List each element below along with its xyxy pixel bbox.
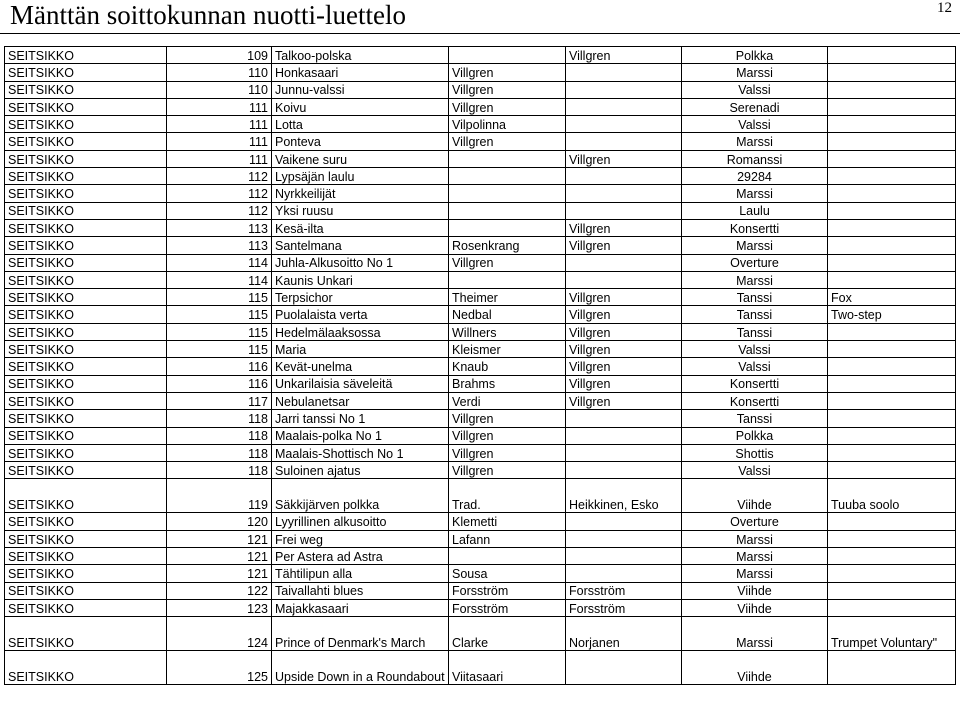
ensemble-cell: SEITSIKKO <box>5 651 167 685</box>
title-cell: Prince of Denmark's March <box>272 617 449 651</box>
table-row <box>5 306 956 323</box>
composer-cell: Villgren <box>449 427 566 444</box>
composer-cell: Villgren <box>449 410 566 427</box>
arranger-cell <box>566 462 682 479</box>
note-cell <box>828 47 956 64</box>
table-row <box>5 410 956 427</box>
type-cell: Marssi <box>682 185 828 202</box>
title-cell: Majakkasaari <box>272 599 449 616</box>
arranger-cell <box>566 651 682 685</box>
title-cell: Terpsichor <box>272 289 449 306</box>
composer-cell: Villgren <box>449 444 566 461</box>
ensemble-cell: SEITSIKKO <box>5 530 167 547</box>
table-row <box>5 254 956 271</box>
composer-cell <box>449 271 566 288</box>
type-cell: Marssi <box>682 271 828 288</box>
title-cell: Ponteva <box>272 133 449 150</box>
type-cell: Viihde <box>682 479 828 513</box>
arranger-cell <box>566 202 682 219</box>
arranger-cell <box>566 427 682 444</box>
composer-cell: Kleismer <box>449 341 566 358</box>
composer-cell: Verdi <box>449 392 566 409</box>
arranger-cell: Heikkinen, Esko <box>566 479 682 513</box>
table-row <box>5 462 956 479</box>
table-row <box>5 548 956 565</box>
title-cell: Taivallahti blues <box>272 582 449 599</box>
composer-cell: Villgren <box>449 98 566 115</box>
table-row <box>5 599 956 616</box>
number-cell: 113 <box>167 237 272 254</box>
table-row <box>5 202 956 219</box>
ensemble-cell: SEITSIKKO <box>5 513 167 530</box>
type-cell: Viihde <box>682 651 828 685</box>
title-cell: Lyyrillinen alkusoitto <box>272 513 449 530</box>
arranger-cell <box>566 565 682 582</box>
note-cell <box>828 513 956 530</box>
ensemble-cell: SEITSIKKO <box>5 306 167 323</box>
ensemble-cell: SEITSIKKO <box>5 462 167 479</box>
table-row <box>5 81 956 98</box>
number-cell: 119 <box>167 479 272 513</box>
ensemble-cell: SEITSIKKO <box>5 444 167 461</box>
ensemble-cell: SEITSIKKO <box>5 410 167 427</box>
type-cell: Marssi <box>682 237 828 254</box>
type-cell: Polkka <box>682 427 828 444</box>
sheet-music-catalog-table <box>4 46 956 685</box>
composer-cell <box>449 47 566 64</box>
arranger-cell: Villgren <box>566 358 682 375</box>
number-cell: 115 <box>167 306 272 323</box>
title-cell: Kevät-unelma <box>272 358 449 375</box>
note-cell <box>828 462 956 479</box>
page-title: Mänttän soittokunnan nuotti-luettelo <box>10 0 406 30</box>
arranger-cell: Villgren <box>566 47 682 64</box>
type-cell: Marssi <box>682 548 828 565</box>
number-cell: 112 <box>167 202 272 219</box>
ensemble-cell: SEITSIKKO <box>5 427 167 444</box>
arranger-cell <box>566 81 682 98</box>
composer-cell: Forsström <box>449 582 566 599</box>
number-cell: 118 <box>167 427 272 444</box>
arranger-cell <box>566 548 682 565</box>
ensemble-cell: SEITSIKKO <box>5 81 167 98</box>
type-cell: Valssi <box>682 81 828 98</box>
note-cell <box>828 98 956 115</box>
arranger-cell: Villgren <box>566 323 682 340</box>
title-cell: Juhla-Alkusoitto No 1 <box>272 254 449 271</box>
title-cell: Junnu-valssi <box>272 81 449 98</box>
composer-cell: Knaub <box>449 358 566 375</box>
type-cell: Valssi <box>682 462 828 479</box>
table-row <box>5 323 956 340</box>
title-cell: Hedelmälaaksossa <box>272 323 449 340</box>
number-cell: 117 <box>167 392 272 409</box>
arranger-cell: Villgren <box>566 306 682 323</box>
arranger-cell: Forsström <box>566 599 682 616</box>
type-cell: 29284 <box>682 168 828 185</box>
number-cell: 114 <box>167 254 272 271</box>
table-row <box>5 47 956 64</box>
composer-cell: Theimer <box>449 289 566 306</box>
table-row <box>5 133 956 150</box>
number-cell: 116 <box>167 358 272 375</box>
title-cell: Frei weg <box>272 530 449 547</box>
title-cell: Maalais-Shottisch No 1 <box>272 444 449 461</box>
arranger-cell: Villgren <box>566 219 682 236</box>
arranger-cell: Villgren <box>566 375 682 392</box>
composer-cell: Vilpolinna <box>449 116 566 133</box>
note-cell <box>828 116 956 133</box>
note-cell: Trumpet Voluntary" <box>828 617 956 651</box>
ensemble-cell: SEITSIKKO <box>5 617 167 651</box>
table-row <box>5 530 956 547</box>
table-row <box>5 444 956 461</box>
arranger-cell <box>566 513 682 530</box>
note-cell <box>828 133 956 150</box>
type-cell: Marssi <box>682 530 828 547</box>
title-cell: Nebulanetsar <box>272 392 449 409</box>
composer-cell <box>449 150 566 167</box>
table-row <box>5 358 956 375</box>
title-cell: Nyrkkeilijät <box>272 185 449 202</box>
type-cell: Marssi <box>682 565 828 582</box>
title-cell: Honkasaari <box>272 64 449 81</box>
note-cell <box>828 392 956 409</box>
title-cell: Lypsäjän laulu <box>272 168 449 185</box>
arranger-cell <box>566 64 682 81</box>
arranger-cell <box>566 444 682 461</box>
note-cell <box>828 548 956 565</box>
type-cell: Valssi <box>682 116 828 133</box>
arranger-cell <box>566 168 682 185</box>
ensemble-cell: SEITSIKKO <box>5 289 167 306</box>
arranger-cell <box>566 133 682 150</box>
note-cell <box>828 341 956 358</box>
composer-cell: Villgren <box>449 254 566 271</box>
ensemble-cell: SEITSIKKO <box>5 548 167 565</box>
type-cell: Viihde <box>682 582 828 599</box>
number-cell: 110 <box>167 64 272 81</box>
type-cell: Tanssi <box>682 410 828 427</box>
catalog-rows <box>5 47 956 685</box>
arranger-cell <box>566 116 682 133</box>
title-cell: Jarri tanssi No 1 <box>272 410 449 427</box>
note-cell <box>828 150 956 167</box>
composer-cell: Villgren <box>449 64 566 81</box>
ensemble-cell: SEITSIKKO <box>5 323 167 340</box>
arranger-cell: Villgren <box>566 289 682 306</box>
number-cell: 118 <box>167 462 272 479</box>
table-row <box>5 289 956 306</box>
ensemble-cell: SEITSIKKO <box>5 599 167 616</box>
title-cell: Santelmana <box>272 237 449 254</box>
type-cell: Viihde <box>682 599 828 616</box>
ensemble-cell: SEITSIKKO <box>5 98 167 115</box>
ensemble-cell: SEITSIKKO <box>5 202 167 219</box>
title-cell: Per Astera ad Astra <box>272 548 449 565</box>
number-cell: 120 <box>167 513 272 530</box>
composer-cell: Lafann <box>449 530 566 547</box>
number-cell: 112 <box>167 185 272 202</box>
table-row <box>5 271 956 288</box>
note-cell <box>828 530 956 547</box>
composer-cell: Clarke <box>449 617 566 651</box>
note-cell <box>828 323 956 340</box>
ensemble-cell: SEITSIKKO <box>5 479 167 513</box>
ensemble-cell: SEITSIKKO <box>5 565 167 582</box>
number-cell: 115 <box>167 289 272 306</box>
composer-cell: Nedbal <box>449 306 566 323</box>
type-cell: Polkka <box>682 47 828 64</box>
type-cell: Tanssi <box>682 306 828 323</box>
arranger-cell <box>566 271 682 288</box>
title-cell: Säkkijärven polkka <box>272 479 449 513</box>
composer-cell: Brahms <box>449 375 566 392</box>
arranger-cell <box>566 185 682 202</box>
composer-cell <box>449 202 566 219</box>
ensemble-cell: SEITSIKKO <box>5 237 167 254</box>
table-row <box>5 98 956 115</box>
arranger-cell: Forsström <box>566 582 682 599</box>
type-cell: Valssi <box>682 341 828 358</box>
note-cell <box>828 185 956 202</box>
table-row <box>5 392 956 409</box>
number-cell: 122 <box>167 582 272 599</box>
table-row <box>5 651 956 685</box>
table-row <box>5 237 956 254</box>
arranger-cell: Villgren <box>566 392 682 409</box>
ensemble-cell: SEITSIKKO <box>5 254 167 271</box>
type-cell: Marssi <box>682 133 828 150</box>
arranger-cell: Villgren <box>566 237 682 254</box>
type-cell: Marssi <box>682 64 828 81</box>
type-cell: Tanssi <box>682 289 828 306</box>
composer-cell: Rosenkrang <box>449 237 566 254</box>
ensemble-cell: SEITSIKKO <box>5 219 167 236</box>
composer-cell <box>449 548 566 565</box>
table-row <box>5 185 956 202</box>
note-cell <box>828 271 956 288</box>
table-row <box>5 168 956 185</box>
ensemble-cell: SEITSIKKO <box>5 150 167 167</box>
number-cell: 111 <box>167 116 272 133</box>
number-cell: 125 <box>167 651 272 685</box>
type-cell: Konsertti <box>682 375 828 392</box>
title-cell: Suloinen ajatus <box>272 462 449 479</box>
title-cell: Tähtilipun alla <box>272 565 449 582</box>
type-cell: Overture <box>682 513 828 530</box>
composer-cell: Klemetti <box>449 513 566 530</box>
type-cell: Marssi <box>682 617 828 651</box>
header-rule <box>0 33 960 34</box>
number-cell: 109 <box>167 47 272 64</box>
type-cell: Tanssi <box>682 323 828 340</box>
number-cell: 115 <box>167 341 272 358</box>
ensemble-cell: SEITSIKKO <box>5 116 167 133</box>
title-cell: Talkoo-polska <box>272 47 449 64</box>
composer-cell: Villgren <box>449 462 566 479</box>
composer-cell: Willners <box>449 323 566 340</box>
number-cell: 118 <box>167 444 272 461</box>
note-cell <box>828 427 956 444</box>
number-cell: 123 <box>167 599 272 616</box>
table-row <box>5 116 956 133</box>
ensemble-cell: SEITSIKKO <box>5 271 167 288</box>
note-cell <box>828 582 956 599</box>
ensemble-cell: SEITSIKKO <box>5 64 167 81</box>
ensemble-cell: SEITSIKKO <box>5 582 167 599</box>
title-cell: Maria <box>272 341 449 358</box>
note-cell <box>828 237 956 254</box>
number-cell: 113 <box>167 219 272 236</box>
note-cell <box>828 358 956 375</box>
note-cell: Tuuba soolo <box>828 479 956 513</box>
table-row <box>5 427 956 444</box>
type-cell: Valssi <box>682 358 828 375</box>
type-cell: Konsertti <box>682 219 828 236</box>
note-cell <box>828 202 956 219</box>
number-cell: 121 <box>167 530 272 547</box>
composer-cell: Forsström <box>449 599 566 616</box>
note-cell: Two-step <box>828 306 956 323</box>
note-cell <box>828 565 956 582</box>
number-cell: 114 <box>167 271 272 288</box>
number-cell: 121 <box>167 565 272 582</box>
note-cell <box>828 410 956 427</box>
table-row <box>5 617 956 651</box>
composer-cell <box>449 185 566 202</box>
number-cell: 111 <box>167 133 272 150</box>
type-cell: Serenadi <box>682 98 828 115</box>
number-cell: 121 <box>167 548 272 565</box>
type-cell: Laulu <box>682 202 828 219</box>
table-row <box>5 582 956 599</box>
arranger-cell <box>566 254 682 271</box>
title-cell: Vaikene suru <box>272 150 449 167</box>
composer-cell <box>449 219 566 236</box>
note-cell <box>828 168 956 185</box>
number-cell: 115 <box>167 323 272 340</box>
ensemble-cell: SEITSIKKO <box>5 375 167 392</box>
type-cell: Overture <box>682 254 828 271</box>
title-cell: Unkarilaisia säveleitä <box>272 375 449 392</box>
note-cell <box>828 254 956 271</box>
table-row <box>5 375 956 392</box>
title-cell: Upside Down in a Roundabout <box>272 651 449 685</box>
arranger-cell: Villgren <box>566 341 682 358</box>
arranger-cell <box>566 98 682 115</box>
number-cell: 116 <box>167 375 272 392</box>
table-row <box>5 565 956 582</box>
type-cell: Konsertti <box>682 392 828 409</box>
arranger-cell: Villgren <box>566 150 682 167</box>
number-cell: 111 <box>167 150 272 167</box>
table-row <box>5 64 956 81</box>
type-cell: Romanssi <box>682 150 828 167</box>
number-cell: 118 <box>167 410 272 427</box>
ensemble-cell: SEITSIKKO <box>5 341 167 358</box>
title-cell: Puolalaista verta <box>272 306 449 323</box>
table-row <box>5 150 956 167</box>
composer-cell: Viitasaari <box>449 651 566 685</box>
note-cell <box>828 375 956 392</box>
number-cell: 112 <box>167 168 272 185</box>
page-number: 12 <box>937 0 952 16</box>
arranger-cell <box>566 530 682 547</box>
arranger-cell <box>566 410 682 427</box>
title-cell: Kesä-ilta <box>272 219 449 236</box>
ensemble-cell: SEITSIKKO <box>5 47 167 64</box>
title-cell: Lotta <box>272 116 449 133</box>
composer-cell: Villgren <box>449 81 566 98</box>
number-cell: 124 <box>167 617 272 651</box>
ensemble-cell: SEITSIKKO <box>5 133 167 150</box>
composer-cell <box>449 168 566 185</box>
ensemble-cell: SEITSIKKO <box>5 168 167 185</box>
title-cell: Maalais-polka No 1 <box>272 427 449 444</box>
table-row <box>5 219 956 236</box>
number-cell: 110 <box>167 81 272 98</box>
arranger-cell: Norjanen <box>566 617 682 651</box>
composer-cell: Sousa <box>449 565 566 582</box>
type-cell: Shottis <box>682 444 828 461</box>
note-cell <box>828 651 956 685</box>
title-cell: Koivu <box>272 98 449 115</box>
table-row <box>5 341 956 358</box>
note-cell: Fox <box>828 289 956 306</box>
note-cell <box>828 599 956 616</box>
note-cell <box>828 444 956 461</box>
title-cell: Kaunis Unkari <box>272 271 449 288</box>
number-cell: 111 <box>167 98 272 115</box>
note-cell <box>828 81 956 98</box>
ensemble-cell: SEITSIKKO <box>5 358 167 375</box>
table-row <box>5 513 956 530</box>
note-cell <box>828 64 956 81</box>
title-cell: Yksi ruusu <box>272 202 449 219</box>
note-cell <box>828 219 956 236</box>
table-row <box>5 479 956 513</box>
composer-cell: Villgren <box>449 133 566 150</box>
ensemble-cell: SEITSIKKO <box>5 185 167 202</box>
ensemble-cell: SEITSIKKO <box>5 392 167 409</box>
composer-cell: Trad. <box>449 479 566 513</box>
